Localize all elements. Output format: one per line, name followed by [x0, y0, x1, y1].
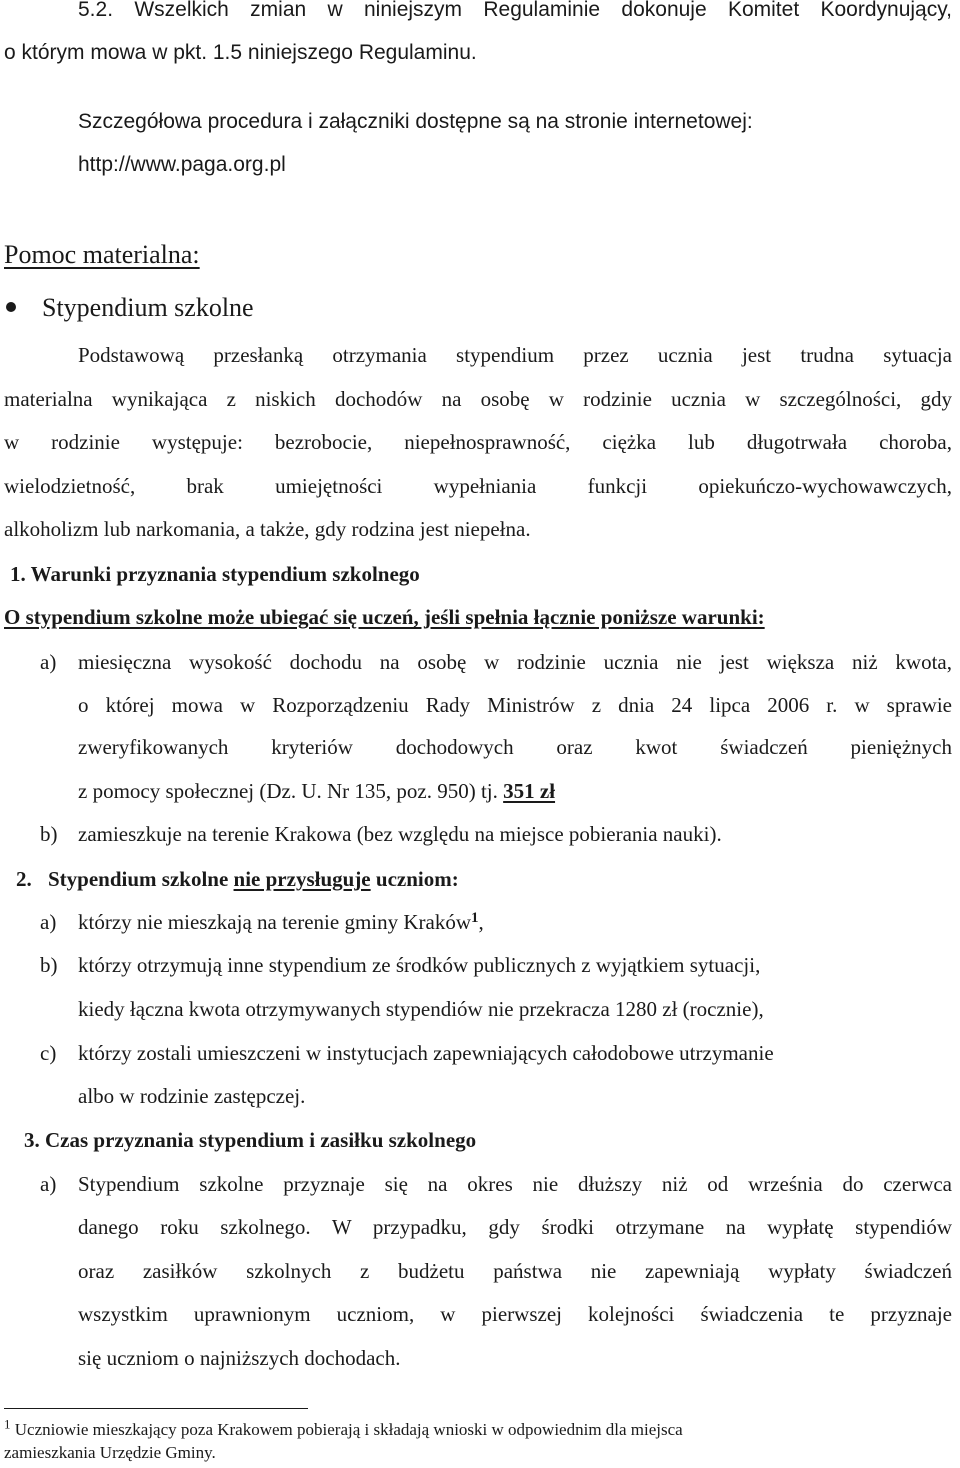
- list-marker: a): [40, 650, 57, 674]
- footnote-text: Uczniowie mieszkający poza Krakowem pobierają i składają wnioski w odpowiednim dla miejsca: [10, 1420, 683, 1439]
- regulation-5-2-line-1: 5.2. Wszelkich zmian w niniejszym Regulaminie dokonuje Komitet Koordynujący,: [78, 0, 952, 21]
- procedure-url[interactable]: http://www.paga.org.pl: [78, 153, 286, 176]
- condition-a-text: z pomocy społecznej (Dz. U. Nr 135, poz. 950) tj.: [78, 779, 504, 803]
- intro-line: alkoholizm lub narkomania, a także, gdy rodzina jest niepełna.: [4, 517, 531, 541]
- condition-a-line: o której mowa w Rozporządzeniu Rady Ministrów z dnia 24 lipca 2006 r. w sprawie: [78, 693, 952, 717]
- intro-line: wielodzietność, brak umiejętności wypełniania funkcji opiekuńczo-wychowawczych,: [4, 474, 952, 498]
- footnote-line-2: zamieszkania Urzędzie Gminy.: [4, 1443, 216, 1462]
- list-marker: b): [40, 822, 58, 846]
- period-line: się uczniom o najniższych dochodach.: [78, 1346, 401, 1370]
- section-2-heading: [48, 866, 459, 892]
- income-threshold: 351 zł: [503, 779, 556, 803]
- intro-line: materialna wynikająca z niskich dochodów na osobę w rodzinie ucznia w szczególności, gdy: [4, 387, 952, 411]
- section-1-condition: O stypendium szkolne może ubiegać się uczeń, jeśli spełnia łącznie poniższe warunki:: [4, 605, 765, 629]
- regulation-5-2-line-2: o którym mowa w pkt. 1.5 niniejszego Regulaminu.: [4, 41, 477, 64]
- list-marker: c): [40, 1041, 57, 1065]
- section-2-heading-text: Stypendium szkolne: [48, 867, 234, 891]
- condition-a-line: zweryfikowanych kryteriów dochodowych oraz kwot świadczeń pieniężnych: [78, 735, 952, 759]
- section-3-heading: 3. Czas przyznania stypendium i zasiłku szkolnego: [24, 1128, 477, 1152]
- period-line: danego roku szkolnego. W przypadku, gdy środki otrzymane na wypłatę stypendiów: [78, 1215, 952, 1239]
- footnote-line-1: [4, 1416, 683, 1440]
- footnote-mark: 1: [4, 1416, 11, 1432]
- condition-b: zamieszkuje na terenie Krakowa (bez względu na miejsce pobierania nauki).: [78, 822, 722, 846]
- exclusion-c-line: którzy zostali umieszczeni w instytucjach zapewniających całodobowe utrzymanie: [78, 1041, 774, 1065]
- section-title: Pomoc materialna:: [4, 240, 200, 269]
- exclusion-a-end: ,: [478, 910, 484, 934]
- intro-line: w rodzinie występuje: bezrobocie, niepełnosprawność, ciężka lub długotrwała choroba,: [4, 430, 952, 454]
- exclusion-a-text: którzy nie mieszkają na terenie gminy Kraków: [78, 910, 472, 934]
- list-marker: a): [40, 910, 57, 934]
- bullet-icon: [6, 302, 16, 312]
- section-2-emphasis: nie przysługuje: [233, 867, 371, 891]
- list-marker: a): [40, 1172, 57, 1196]
- intro-line: Podstawową przesłanką otrzymania stypendium przez ucznia jest trudna sytuacja: [78, 343, 952, 367]
- condition-a-line: [78, 778, 555, 804]
- footnote-ref[interactable]: 1: [471, 910, 479, 926]
- section-subtitle: Stypendium szkolne: [42, 293, 254, 322]
- condition-a-line: miesięczna wysokość dochodu na osobę w rodzinie ucznia nie jest większa niż kwota,: [78, 650, 952, 674]
- exclusion-b-line: którzy otrzymują inne stypendium ze środków publicznych z wyjątkiem sytuacji,: [78, 953, 761, 977]
- footnote-divider: [4, 1408, 308, 1409]
- procedure-note: Szczegółowa procedura i załączniki dostępne są na stronie internetowej:: [78, 110, 753, 133]
- exclusion-a: [78, 909, 484, 935]
- period-line: Stypendium szkolne przyznaje się na okres nie dłuższy niż od września do czerwca: [78, 1172, 952, 1196]
- section-2-number: 2.: [16, 867, 32, 891]
- list-marker: b): [40, 953, 58, 977]
- exclusion-c-line: albo w rodzinie zastępczej.: [78, 1084, 306, 1108]
- period-line: wszystkim uprawnionym uczniom, w pierwszej kolejności świadczenia te przyznaje: [78, 1302, 952, 1326]
- section-2-heading-text: uczniom:: [370, 867, 459, 891]
- period-line: oraz zasiłków szkolnych z budżetu państwa nie zapewniają wypłaty świadczeń: [78, 1259, 952, 1283]
- section-1-heading: 1. Warunki przyznania stypendium szkolnego: [10, 562, 420, 586]
- exclusion-b-line: kiedy łączna kwota otrzymywanych stypendiów nie przekracza 1280 zł (rocznie),: [78, 997, 764, 1021]
